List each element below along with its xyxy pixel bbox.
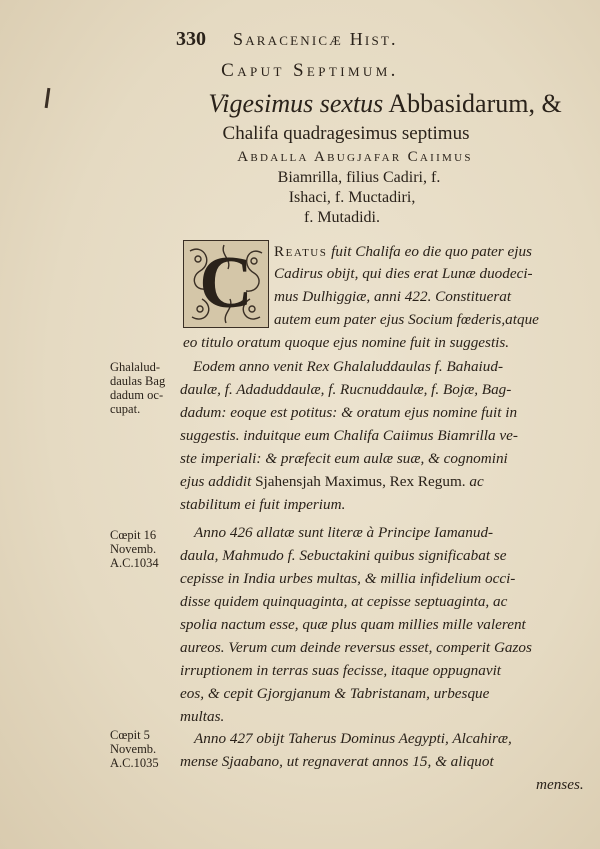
- text-span: Sjahensjah Maximus, Rex Regum.: [255, 473, 466, 490]
- text-line: irruptionem in terras suas fecisse, itaque oppugnavit: [180, 662, 502, 679]
- text-span: fuit Chalifa eo die quo pater ejus: [327, 243, 532, 260]
- sidenote-date-1035: [110, 728, 159, 770]
- text-line: autem eum pater ejus Socium fœderis,atque: [274, 311, 539, 328]
- title-roman: Abbasidarum, &: [383, 89, 562, 118]
- text-line: ste imperiali: & præfecit eum aulæ suæ, & cognomini: [180, 450, 508, 467]
- sidenote-line: daulas Bag: [110, 374, 166, 388]
- running-title: Saracenicæ Hist.: [233, 29, 398, 49]
- page-header: [0, 28, 600, 54]
- decorated-initial: [183, 240, 269, 328]
- title-line-5: Ishaci, f. Muctadiri,: [288, 189, 416, 206]
- text-line: eo titulo oratum quoque ejus nomine fuit in suggestis.: [183, 334, 510, 351]
- sidenote-line: Cœpit 16: [110, 528, 157, 542]
- lead-word: Reatus: [274, 243, 328, 260]
- text-line: daulæ, f. Adaduddaulæ, f. Rucnuddaulæ, f. Bojæ, Bag-: [180, 381, 512, 398]
- text-line: Anno 427 obijt Taherus Dominus Aegypti, Alcahiræ,: [194, 730, 512, 747]
- text-span: ac: [465, 473, 484, 490]
- sidenote-date-1034: [110, 528, 159, 570]
- text-line: Anno 426 allatæ sunt literæ à Principe Iamanud-: [194, 524, 494, 541]
- text-line: menses.: [536, 776, 584, 793]
- text-line: [180, 473, 484, 491]
- sidenote-ghalaluddaulas: [110, 360, 165, 416]
- sidenote-line: cupat.: [110, 402, 141, 416]
- title-line-6: f. Mutadidi.: [304, 209, 380, 226]
- text-line: [274, 243, 532, 261]
- text-line: Cadirus obijt, qui dies erat Lunæ duodeci-: [274, 265, 533, 282]
- sidenote-line: A.C.1035: [110, 756, 159, 770]
- text-line: mense Sjaabano, ut regnaverat annos 15, & aliquot: [180, 753, 494, 770]
- chapter-heading: Caput Septimum.: [221, 60, 399, 81]
- sidenote-line: Novemb.: [110, 742, 157, 756]
- text-span: ejus addidit: [180, 473, 256, 490]
- sidenote-line: Ghalalud-: [110, 360, 160, 374]
- title-line-4: Biamrilla, filius Cadiri, f.: [277, 169, 441, 186]
- text-line: dadum: eoque est potitus: & oratum ejus nomine fuit in: [180, 404, 518, 421]
- text-line: daula, Mahmudo f. Sebuctakini quibus significabat se: [180, 547, 507, 564]
- title-line-2: Chalifa quadragesimus septimus: [222, 123, 470, 144]
- chapter-title-block: [170, 88, 590, 228]
- text-line: mus Dulhiggiæ, anni 422. Constituerat: [274, 288, 512, 305]
- text-line: multas.: [180, 708, 225, 725]
- text-line: stabilitum ei fuit imperium.: [180, 496, 346, 513]
- text-line: eos, & cepit Gjorgjanum & Tabristanam, urbesque: [180, 685, 490, 702]
- initial-letter: C: [199, 242, 253, 324]
- text-line: disse quidem quinquaginta, at cepisse septuaginta, ac: [180, 593, 508, 610]
- text-line: cepisse in India urbes multas, & millia infidelium occi-: [180, 570, 516, 587]
- sidenote-line: Novemb.: [110, 542, 157, 556]
- text-line: suggestis. induitque eum Chalifa Caiimus Biamrilla ve-: [180, 427, 518, 444]
- title-line-3: Abdalla Abugjafar Caiimus: [237, 149, 473, 165]
- text-line: aureos. Verum cum deinde reversus esset, comperit Gazos: [180, 639, 532, 656]
- text-line: Eodem anno venit Rex Ghalaluddaulas f. Bahaiud-: [193, 358, 504, 375]
- page-number: 330: [176, 28, 206, 50]
- sidenote-line: dadum oc-: [110, 388, 164, 402]
- margin-ink-mark: [45, 88, 51, 108]
- title-line-1: [180, 88, 590, 120]
- text-line: spolia nactum esse, quæ plus quam millies mille valerent: [180, 616, 526, 633]
- sidenote-line: A.C.1034: [110, 556, 159, 570]
- sidenote-line: Cœpit 5: [110, 728, 150, 742]
- title-italic: Vigesimus sextus: [208, 89, 384, 118]
